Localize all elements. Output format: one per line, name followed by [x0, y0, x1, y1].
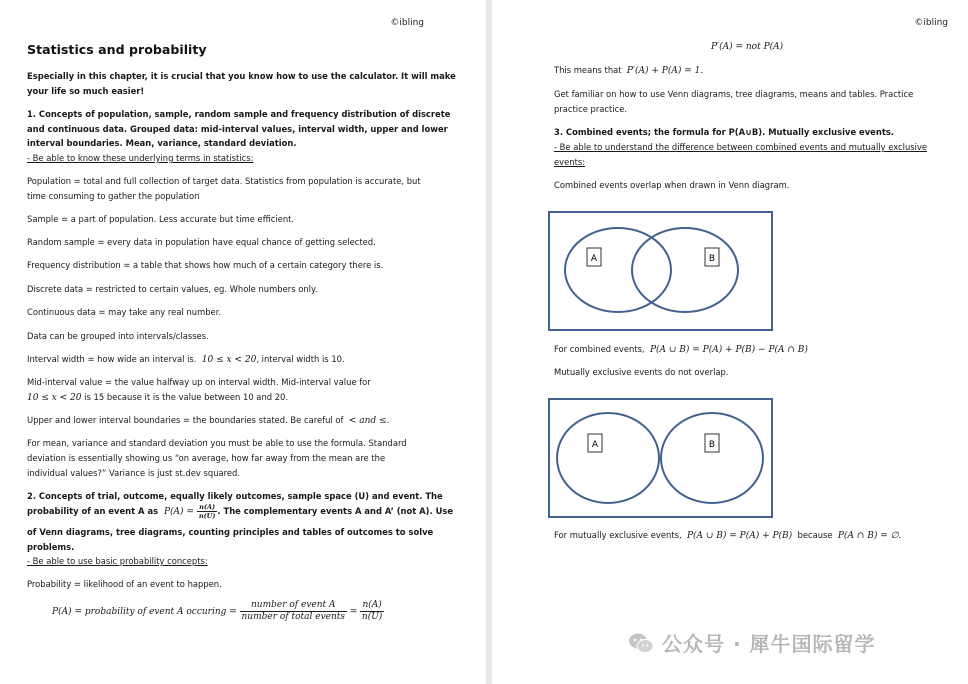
combined-formula-math: P(A ∪ B) = P(A) + P(B) − P(A ∩ B) — [649, 345, 808, 355]
mean-line-2: deviation is essentially showing us “on average, how far away from the mean are the — [27, 453, 386, 463]
random-sample-def: Random sample = every data in population have equal chance of getting selected. — [27, 237, 376, 247]
interval-width-text-2: , interval width is 10. — [256, 354, 345, 364]
venn-diagram-combined — [548, 211, 774, 333]
section2-heading-1: 2. Concepts of trial, outcome, equally likely outcomes, sample space (U) and event. The — [27, 491, 443, 501]
section2-text-a: probability of an event A as — [27, 506, 159, 516]
copyright-mark-right: ©ibling — [914, 18, 948, 28]
venn-diagram-mutually-exclusive — [548, 398, 774, 520]
page-title: Statistics and probability — [27, 42, 207, 57]
formula-den-1: number of total events — [241, 612, 346, 622]
venn2-label-b: B — [708, 440, 716, 450]
venn2-label-a: A — [591, 440, 599, 450]
mutual-formula-because: because — [797, 530, 833, 540]
complement-formula: P′(A) = not P(A) — [711, 42, 784, 52]
section2-fraction-den: n(U) — [198, 512, 216, 520]
combined-formula-text: For combined events, — [554, 344, 645, 354]
familiar-line-2: practice practice. — [554, 104, 628, 114]
venn2-circle-a — [557, 413, 659, 503]
mid-interval-line-2 — [27, 390, 288, 406]
mid-interval-text: is 15 because it is the value between 10 and 20. — [81, 392, 289, 402]
section2-text-b: . The complementary events A and A’ (not A). Use — [217, 506, 454, 516]
probability-formula — [52, 600, 384, 623]
section2-subheading: - Be able to use basic probability concepts: — [27, 556, 208, 566]
mean-line-3: individual values?” Variance is just st.dev squared. — [27, 468, 241, 478]
means-that-math: P′(A) + P(A) = 1. — [626, 66, 704, 76]
copyright-mark: ©ibling — [390, 18, 424, 28]
formula-den-2: n(U) — [361, 612, 383, 622]
section2-heading-3: of Venn diagrams, tree diagrams, counting principles and tables of outcomes to solve — [27, 527, 434, 537]
section1-heading-3: interval boundaries. Mean, variance, standard deviation. — [27, 138, 297, 148]
formula-equals: = — [349, 607, 358, 617]
means-that-text: This means that — [554, 65, 622, 75]
venn2-circle-b — [661, 413, 763, 503]
continuous-def: Continuous data = may take any real number. — [27, 307, 222, 317]
sample-def: Sample = a part of population. Less accurate but time efficient. — [27, 214, 295, 224]
mean-line-1: For mean, variance and standard deviation you must be able to use the formula. Standard — [27, 438, 407, 448]
watermark — [628, 628, 876, 657]
discrete-def: Discrete data = restricted to certain values, eg. Whole numbers only. — [27, 284, 318, 294]
mutual-formula-line — [554, 528, 901, 544]
section2-heading-2 — [27, 503, 453, 520]
interval-width-math: 10 ≤ x < 20 — [201, 355, 257, 365]
formula-num-1: number of event A — [240, 600, 348, 612]
grouped-def: Data can be grouped into intervals/classes. — [27, 331, 209, 341]
formula-fraction-2 — [360, 600, 384, 623]
boundaries-text: Upper and lower interval boundaries = the boundaries stated. Be careful of — [27, 415, 344, 425]
section3-heading: 3. Combined events; the formula for P(A∪B). Mutually exclusive events. — [554, 127, 894, 137]
interval-width-text: Interval width = how wide an interval is. — [27, 354, 197, 364]
section1-heading-1: 1. Concepts of population, sample, random sample and frequency distribution of discrete — [27, 109, 451, 119]
section1-heading-2: and continuous data. Grouped data: mid-interval values, interval width, upper and lower — [27, 124, 448, 134]
combined-formula-line — [554, 342, 808, 358]
means-that-line — [554, 63, 703, 79]
boundaries-math: < and ≤. — [348, 416, 390, 426]
section2-fraction — [197, 503, 218, 520]
mutually-no-overlap-text: Mutually exclusive events do not overlap. — [554, 367, 729, 377]
right-page — [492, 0, 968, 684]
watermark-text: 公众号 · 犀牛国际留学 — [662, 632, 876, 656]
wechat-icon — [628, 632, 654, 654]
combined-overlap-text: Combined events overlap when drawn in Venn diagram. — [554, 180, 790, 190]
section1-subheading: - Be able to know these underlying terms in statistics: — [27, 153, 254, 163]
mutual-formula-math-2: P(A ∩ B) = ∅. — [837, 531, 902, 541]
section2-heading-4: problems. — [27, 542, 75, 552]
intro-line-1: Especially in this chapter, it is crucial that you know how to use the calculator. It will make — [27, 71, 456, 81]
familiar-line-1: Get familiar on how to use Venn diagrams, tree diagrams, means and tables. Practice — [554, 89, 914, 99]
frequency-def: Frequency distribution = a table that shows how much of a certain category there is. — [27, 260, 384, 270]
formula-lhs: P(A) = probability of event A occuring = — [52, 607, 237, 617]
section3-sub-1: - Be able to understand the difference between combined events and mutually exclusive — [554, 142, 928, 152]
venn1-label-a: A — [590, 254, 598, 264]
section3-sub-2: events: — [554, 157, 586, 167]
section2-fraction-num: n(A) — [197, 503, 218, 512]
population-line-2: time consuming to gather the population — [27, 191, 200, 201]
formula-num-2: n(A) — [360, 600, 384, 612]
formula-fraction-1 — [240, 600, 348, 623]
section2-math-lhs: P(A) = — [163, 507, 194, 517]
intro-line-2: your life so much easier! — [27, 86, 145, 96]
venn1-circle-b — [632, 228, 738, 312]
interval-width-def — [27, 352, 345, 368]
probability-def: Probability = likelihood of an event to happen. — [27, 579, 222, 589]
boundaries-def — [27, 413, 389, 429]
mutual-formula-text: For mutually exclusive events, — [554, 530, 682, 540]
population-line-1: Population = total and full collection of target data. Statistics from population is accurate, but — [27, 176, 421, 186]
mid-interval-math: 10 ≤ x < 20 — [27, 393, 82, 403]
mutual-formula-math-1: P(A ∪ B) = P(A) + P(B) — [686, 531, 793, 541]
venn1-label-b: B — [708, 254, 716, 264]
mid-interval-line-1: Mid-interval value = the value halfway up on interval width. Mid-interval value for — [27, 377, 371, 387]
venn1-circle-a — [565, 228, 671, 312]
